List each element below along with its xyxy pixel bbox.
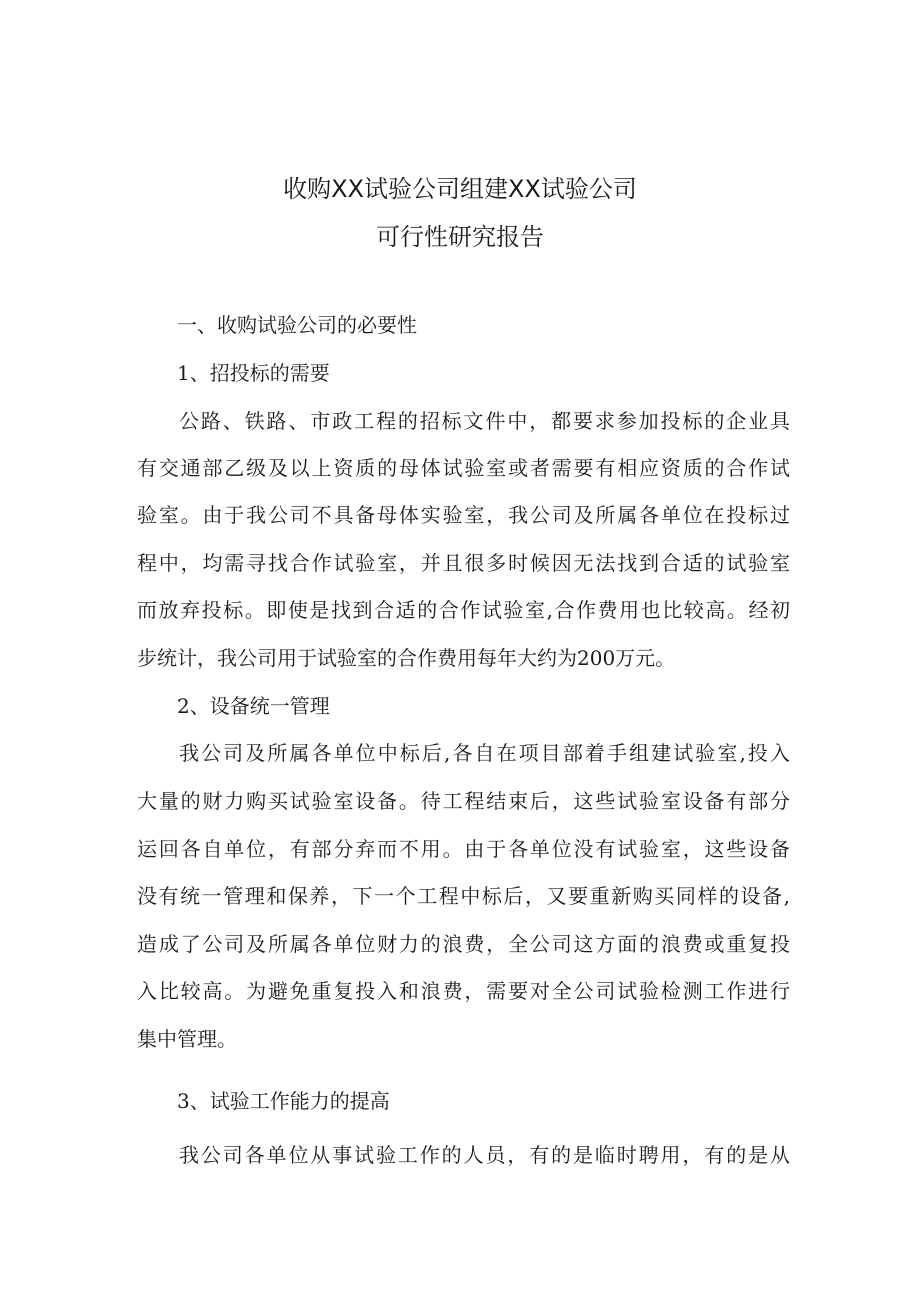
subsection-heading-equipment: 2、设备统一管理 (177, 694, 330, 718)
section-heading-necessity: 一、收购试验公司的必要性 (177, 313, 417, 337)
paragraph-line: 入比较高。为避免重复投入和浪费，需要对全公司试验检测工作进行 (137, 979, 790, 1003)
paragraph-line: 而放弃投标。即使是找到合适的合作试验室,合作费用也比较高。经初 (137, 598, 790, 622)
document-title-line2: 可行性研究报告 (376, 223, 544, 251)
paragraph-line: 大量的财力购买试验室设备。待工程结束后，这些试验室设备有部分 (137, 789, 790, 813)
paragraph-line: 验室。由于我公司不具备母体实验室，我公司及所属各单位在投标过 (137, 503, 790, 527)
paragraph-line: 步统计，我公司用于试验室的合作费用每年大约为200万元。 (137, 646, 676, 670)
paragraph-line: 有交通部乙级及以上资质的母体试验室或者需要有相应资质的合作试 (137, 456, 790, 480)
subsection-heading-capability: 3、试验工作能力的提高 (177, 1089, 390, 1113)
paragraph-line: 程中，均需寻找合作试验室，并且很多时候因无法找到合适的试验室 (137, 551, 790, 575)
paragraph-line: 我公司各单位从事试验工作的人员，有的是临时聘用，有的是从 (179, 1143, 790, 1167)
subsection-heading-bidding: 1、招投标的需要 (177, 361, 330, 385)
document-title-line1: 收购XX试验公司组建XX试验公司 (283, 175, 637, 203)
paragraph-line: 造成了公司及所属各单位财力的浪费，全公司这方面的浪费或重复投 (137, 932, 790, 956)
paragraph-line: 运回各自单位，有部分弃而不用。由于各单位没有试验室，这些设备 (137, 837, 790, 861)
paragraph-line: 我公司及所属各单位中标后,各自在项目部着手组建试验室,投入 (179, 741, 790, 765)
paragraph-line: 没有统一管理和保养，下一个工程中标后，又要重新购买同样的设备, (137, 884, 790, 908)
paragraph-line: 集中管理。 (137, 1027, 237, 1051)
paragraph-line: 公路、铁路、市政工程的招标文件中，都要求参加投标的企业具 (179, 409, 790, 433)
